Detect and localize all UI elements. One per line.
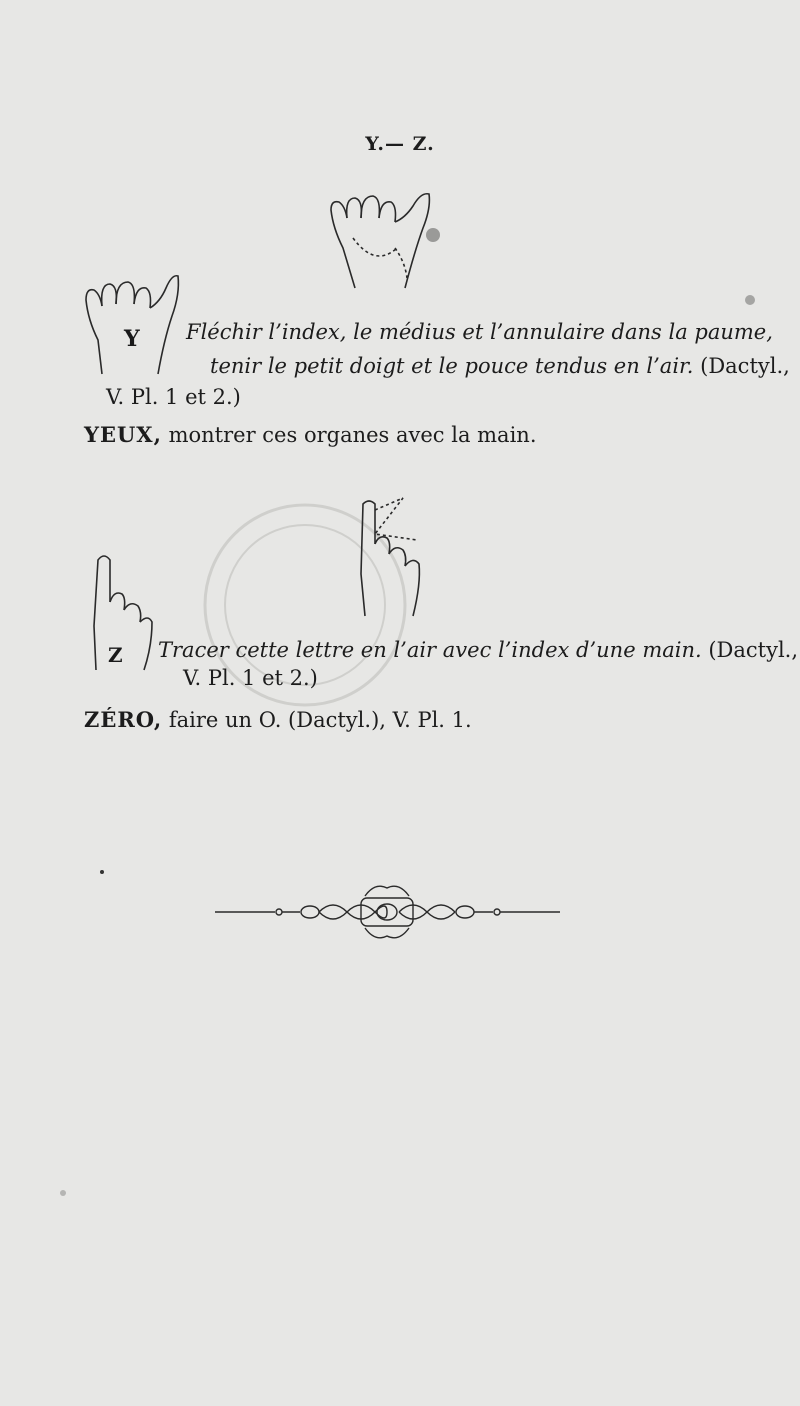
z-hand-illustration — [88, 550, 158, 675]
z-description-line1 — [158, 640, 798, 661]
zero-entry — [84, 709, 472, 731]
z-description-line1-ref: (Dactyl., — [701, 638, 799, 662]
yeux-term: YEUX, — [84, 422, 162, 447]
y-description-line2-text: tenir le petit doigt et le pouce tendus en l’air. — [210, 354, 694, 378]
yeux-definition: montrer ces organes avec la main. — [161, 423, 537, 447]
y-description-line3: V. Pl. 1 et 2.) — [106, 385, 241, 409]
z-gesture-hand-illustration — [355, 494, 430, 624]
z-hand-letter: Z — [108, 643, 123, 667]
ornament-divider — [215, 880, 560, 948]
zero-term: ZÉRO, — [84, 707, 163, 732]
zero-definition: faire un O. (Dactyl.), V. Pl. 1. — [162, 708, 472, 732]
z-description-line2: V. Pl. 1 et 2.) — [183, 666, 318, 690]
ink-speck — [100, 870, 104, 874]
ink-speck — [60, 1190, 66, 1196]
z-description-line1-text: Tracer cette lettre en l’air avec l’index d’une main. — [158, 638, 702, 662]
ink-speck — [426, 228, 440, 242]
ink-speck — [745, 295, 755, 305]
y-description-line1: Fléchir l’index, le médius et l’annulaire dans la paume, — [186, 320, 773, 344]
y-gesture-hand-illustration — [325, 188, 435, 298]
y-description-line2 — [210, 356, 790, 377]
y-hand-letter: Y — [124, 326, 140, 352]
y-description-line2-ref: (Dactyl., — [693, 354, 790, 378]
page-header: Y.— Z. — [365, 133, 435, 155]
yeux-entry — [84, 424, 537, 446]
y-hand-illustration — [82, 270, 182, 380]
